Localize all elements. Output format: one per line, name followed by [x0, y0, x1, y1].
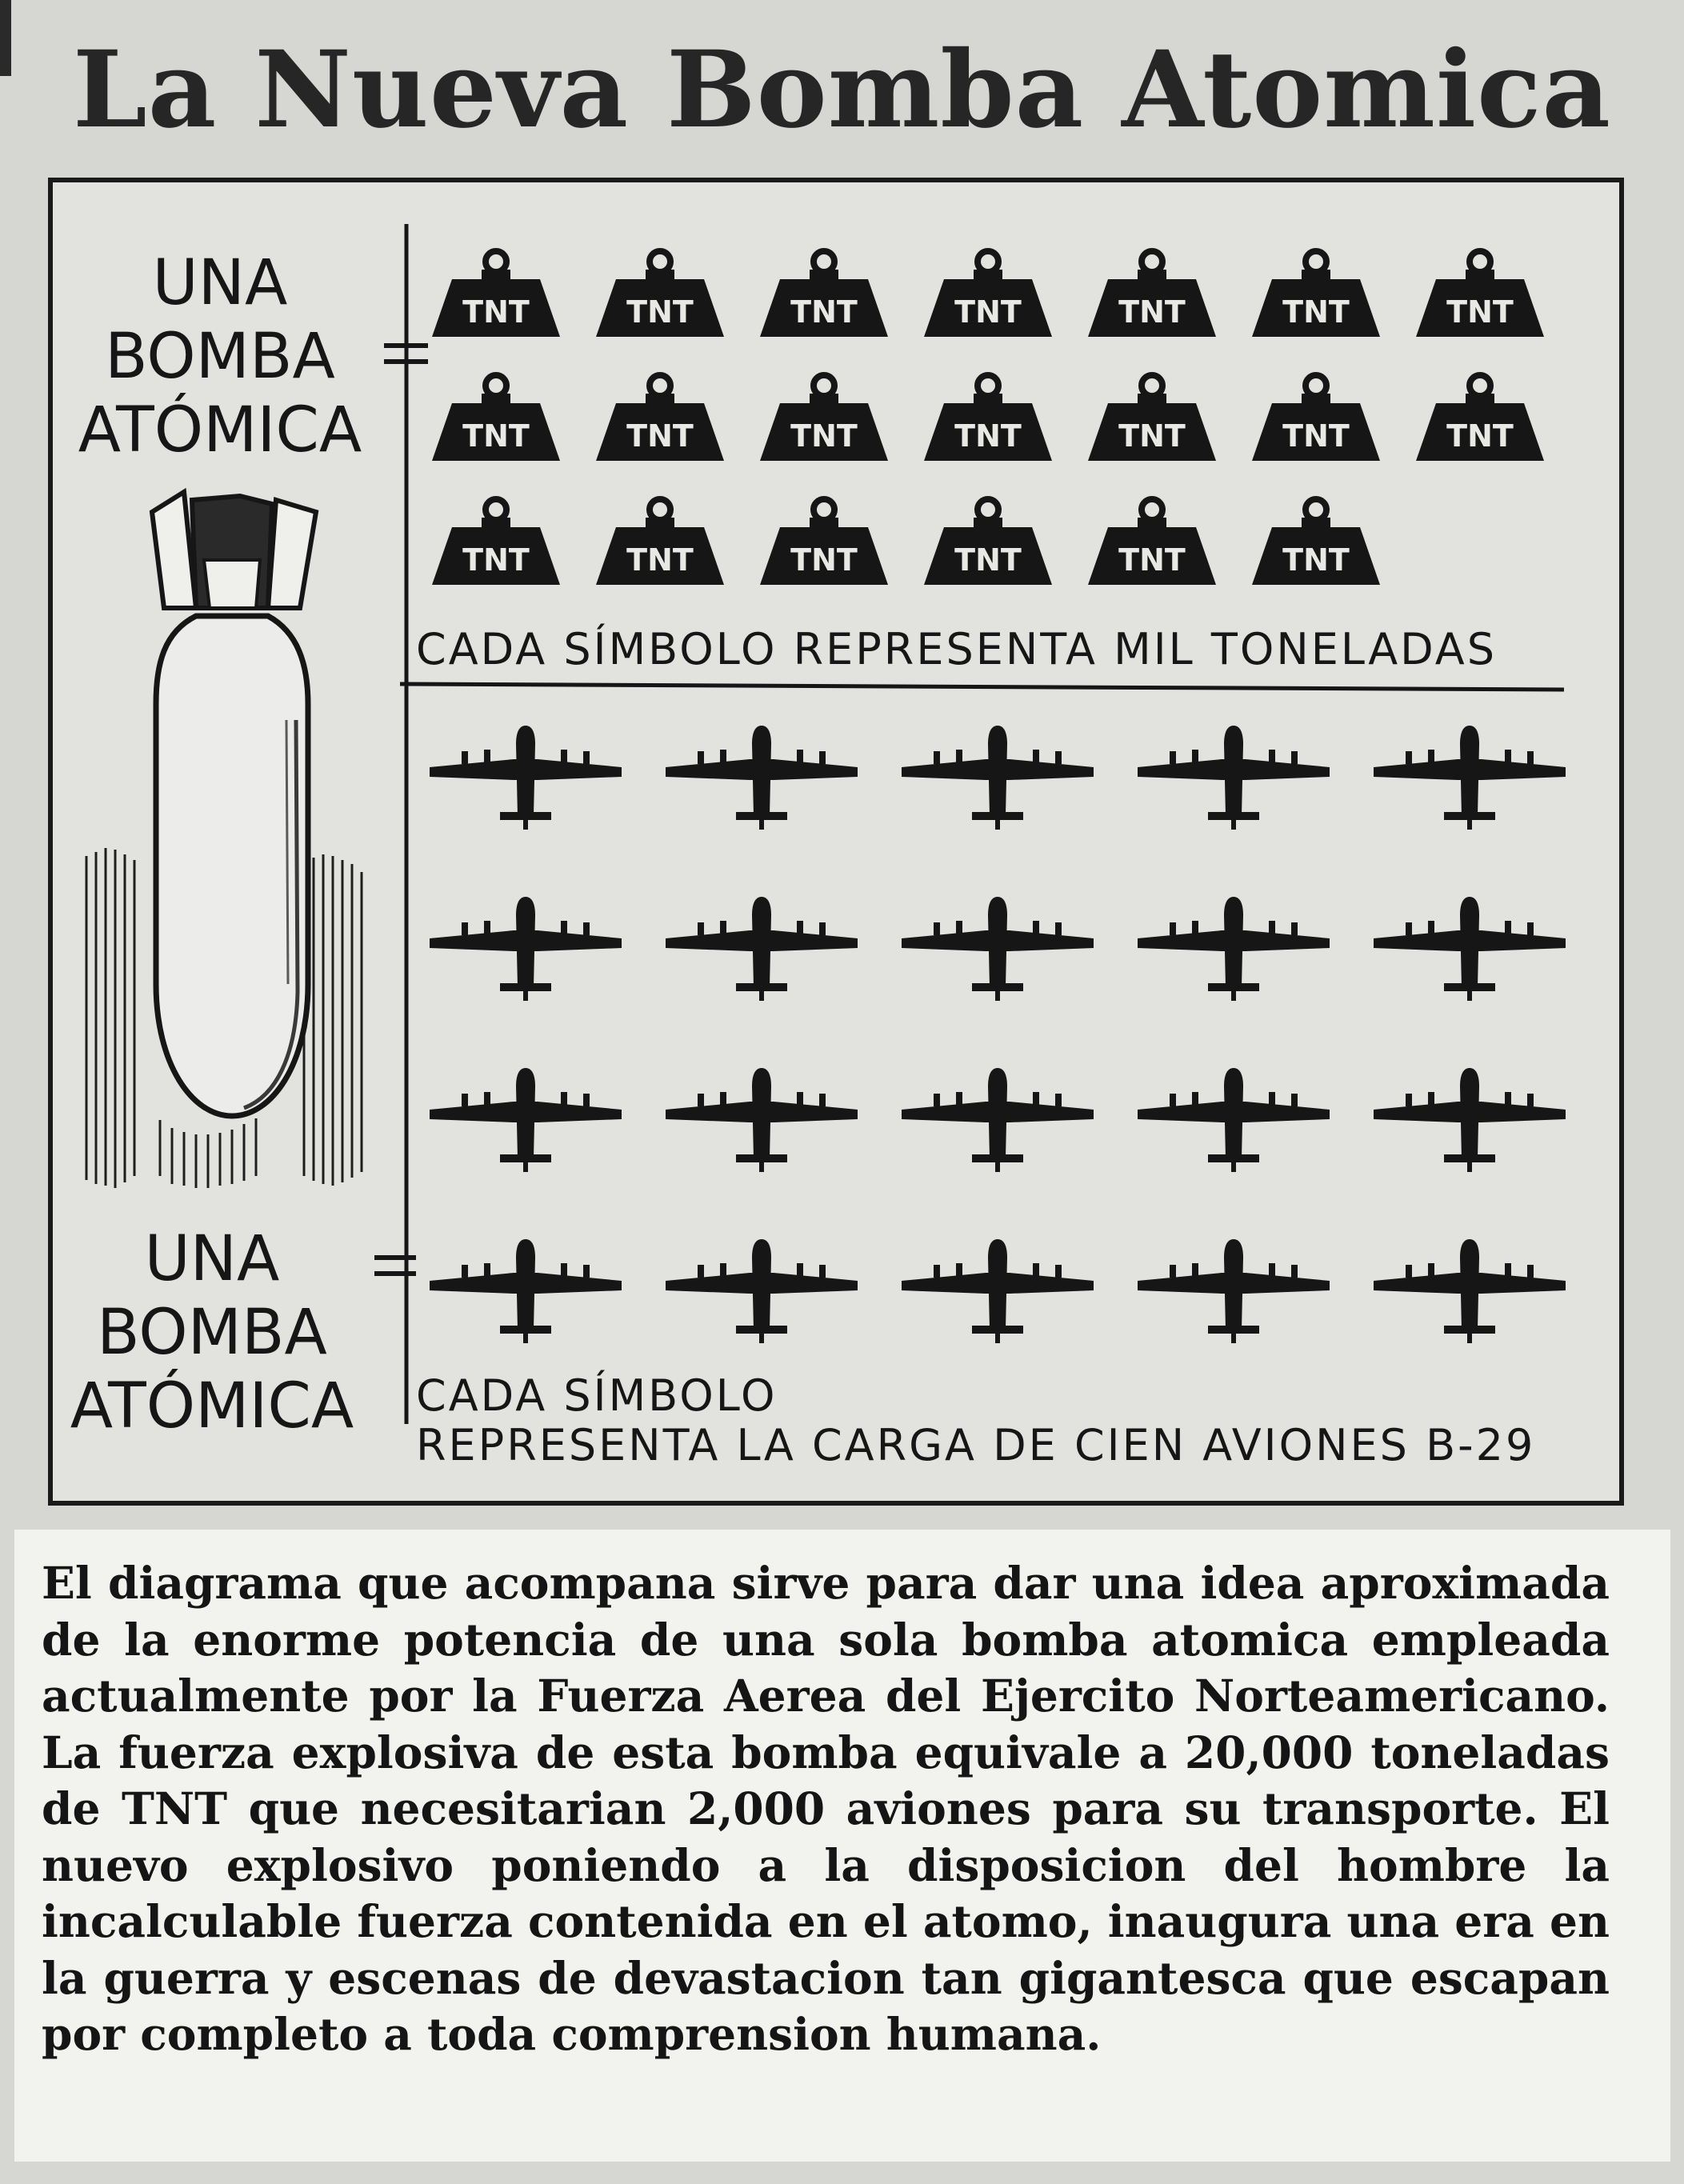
- tnt-weight-icon: [1416, 375, 1544, 461]
- tnt-label: TNT: [1446, 294, 1514, 330]
- tnt-label: TNT: [1282, 418, 1350, 454]
- tnt-label: TNT: [1282, 294, 1350, 330]
- b29-airplane-icon: [1138, 1239, 1330, 1343]
- tnt-weight-icon: [596, 499, 724, 585]
- b29-airplane-icon: [666, 897, 858, 1001]
- b29-airplane-icon: [430, 1239, 622, 1343]
- b29-airplane-icon: [1138, 1068, 1330, 1172]
- tnt-weight-icon: [596, 251, 724, 337]
- tnt-weight-icon: [596, 375, 724, 461]
- tnt-label: TNT: [462, 542, 530, 578]
- tnt-label: TNT: [462, 294, 530, 330]
- tnt-weight-icon: [924, 251, 1052, 337]
- tnt-label: TNT: [790, 418, 858, 454]
- tnt-weight-icon: [760, 251, 888, 337]
- tnt-label: TNT: [954, 542, 1022, 578]
- tnt-weight-icon: [1416, 251, 1544, 337]
- lower-equals-sign: [374, 1258, 416, 1274]
- b29-airplane-icon: [1374, 726, 1566, 830]
- tnt-weight-icon: [760, 499, 888, 585]
- tnt-weight-icon: [1252, 375, 1380, 461]
- b29-airplane-icon: [666, 1068, 858, 1172]
- upper-bomb-label: [52, 247, 388, 473]
- horizontal-divider: [400, 684, 1564, 690]
- tnt-label: TNT: [1118, 542, 1186, 578]
- tnt-weight-icon: [924, 499, 1052, 585]
- tnt-weight-icon: [1088, 251, 1216, 337]
- headline-title: La Nueva Bomba Atomica: [73, 28, 1611, 152]
- lower-label-line-3: ATÓMICA: [70, 1370, 354, 1442]
- tnt-label: TNT: [954, 418, 1022, 454]
- tnt-caption: CADA SÍMBOLO REPRESENTA MIL TONELADAS: [416, 624, 1498, 674]
- tnt-weight-icon: [432, 251, 560, 337]
- lower-label-line-1: UNA: [144, 1223, 280, 1295]
- b29-airplane-icon: [902, 726, 1094, 830]
- airplane-caption-line-1: CADA SÍMBOLO: [416, 1370, 778, 1421]
- b29-airplane-icon: [666, 726, 858, 830]
- b29-airplane-icon: [1374, 1239, 1566, 1343]
- airplane-caption-line-2: REPRESENTA LA CARGA DE CIEN AVIONES B-29: [416, 1420, 1536, 1470]
- tnt-weight-icon: [760, 375, 888, 461]
- tnt-label: TNT: [1282, 542, 1350, 578]
- upper-label-line-2: BOMBA: [105, 321, 335, 393]
- tnt-label: TNT: [626, 542, 694, 578]
- tnt-label: TNT: [626, 294, 694, 330]
- b29-airplane-icon: [430, 726, 622, 830]
- tnt-weight-icon: [1252, 251, 1380, 337]
- b29-airplane-icon: [666, 1239, 858, 1343]
- tnt-label: TNT: [790, 294, 858, 330]
- tnt-label: TNT: [1118, 294, 1186, 330]
- lower-label-line-2: BOMBA: [97, 1297, 327, 1369]
- b29-airplane-icon: [430, 897, 622, 1001]
- tnt-weight-icon: [924, 375, 1052, 461]
- tnt-label: TNT: [790, 542, 858, 578]
- tnt-weight-icon: [1088, 499, 1216, 585]
- b29-airplane-icon: [1138, 897, 1330, 1001]
- b29-airplane-icon: [1138, 726, 1330, 830]
- airplane-symbol-grid: [430, 726, 1566, 1343]
- b29-airplane-icon: [902, 1068, 1094, 1172]
- b29-airplane-icon: [902, 897, 1094, 1001]
- tnt-label: TNT: [1446, 418, 1514, 454]
- tnt-weight-icon: [432, 499, 560, 585]
- tnt-label: TNT: [1118, 418, 1186, 454]
- tnt-symbol-grid: [432, 251, 1544, 585]
- tnt-weight-icon: [432, 375, 560, 461]
- b29-airplane-icon: [1374, 1068, 1566, 1172]
- tnt-label: TNT: [462, 418, 530, 454]
- atomic-bomb-illustration: [86, 492, 362, 1188]
- tnt-label: TNT: [626, 418, 694, 454]
- b29-airplane-icon: [430, 1068, 622, 1172]
- tnt-label: TNT: [954, 294, 1022, 330]
- b29-airplane-icon: [902, 1239, 1094, 1343]
- article-body-text: El diagrama que acompana sirve para dar una idea aproximada de la enorme potencia de una sola bomba atomica empleada actualmente por la Fuerza Aerea del Ejercito Norteamericano. La fuerza explosiva de esta bomba equivale a 20,000 toneladas de TNT que necesitarian 2,000 aviones para su transporte. El nuevo explosivo poniendo a la disposicion del hombre la incalculable fuerza contenida en el atomo, inaugura una era en la guerra y escenas de devastacion tan gigantesca que escapan por completo a toda comprension humana.: [42, 1557, 1610, 2060]
- tnt-weight-icon: [1252, 499, 1380, 585]
- upper-label-line-3: ATÓMICA: [78, 394, 362, 466]
- b29-airplane-icon: [1374, 897, 1566, 1001]
- lower-bomb-label: [44, 1223, 380, 1449]
- tnt-weight-icon: [1088, 375, 1216, 461]
- upper-label-line-1: UNA: [152, 247, 288, 319]
